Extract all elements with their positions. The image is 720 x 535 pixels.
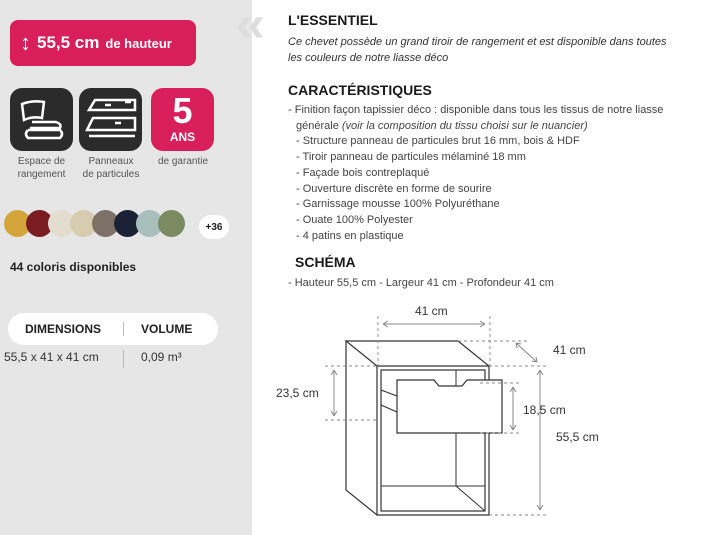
dimensions-value: 55,5 x 41 x 41 cm: [4, 350, 99, 364]
list-item: - Tiroir panneau de particules mélaminé 18 mm: [296, 151, 526, 164]
quote-mark-icon: «: [236, 0, 265, 53]
list-item: - 4 patins en plastique: [296, 229, 404, 242]
list-item-text: générale: [296, 119, 342, 132]
warranty-unit: ANS: [169, 130, 196, 144]
colors-available: 44 coloris disponibles: [10, 260, 137, 274]
height-label: de hauteur: [105, 35, 172, 51]
height-value: 55,5 cm: [37, 33, 100, 52]
depth-label: 41 cm: [553, 343, 586, 357]
vertical-arrow-icon: ↕: [20, 30, 31, 55]
essentiel-title: L'ESSENTIEL: [288, 12, 378, 28]
more-colors-button[interactable]: +36: [199, 215, 229, 239]
list-item: - Ouverture discrète en forme de sourire: [296, 182, 492, 195]
schema-title: SCHÉMA: [295, 254, 356, 270]
drawer-height-label: 18,5 cm: [523, 403, 566, 417]
height-label: 55,5 cm: [556, 430, 599, 444]
essentiel-line: les couleurs de notre liasse déco: [288, 52, 449, 64]
list-item: - Garnissage mousse 100% Polyuréthane: [296, 198, 500, 211]
dimensions-heading: DIMENSIONS: [25, 322, 102, 336]
essentiel-line: Ce chevet possède un grand tiroir de rangement et est disponible dans toutes: [288, 36, 667, 48]
storage-label-1: Espace de: [17, 156, 66, 167]
schema-text: - Hauteur 55,5 cm - Largeur 41 cm - Profondeur 41 cm: [288, 277, 554, 289]
panels-label-1: Panneaux: [88, 156, 134, 167]
storage-label-2: rangement: [17, 169, 66, 180]
list-item-text: - Finition façon tapissier déco : disponible dans tous les tissus de notre liasse: [288, 104, 664, 116]
volume-value: 0,09 m³: [141, 350, 182, 364]
warranty-years: 5: [172, 90, 193, 131]
list-item: - Ouate 100% Polyester: [296, 213, 413, 226]
warranty-label: de garantie: [157, 156, 209, 167]
width-label: 41 cm: [415, 304, 448, 318]
panels-label-2: de particules: [82, 169, 140, 180]
list-item-note: (voir la composition du tissu choisi sur le nuancier): [341, 119, 588, 132]
drawer-position-label: 23,5 cm: [276, 386, 319, 400]
list-item: - Structure panneau de particules brut 16 mm, bois & HDF: [296, 135, 580, 148]
volume-heading: VOLUME: [141, 322, 193, 336]
caracteristiques-title: CARACTÉRISTIQUES: [288, 82, 432, 98]
list-item: - Façade bois contreplaqué: [296, 166, 430, 179]
